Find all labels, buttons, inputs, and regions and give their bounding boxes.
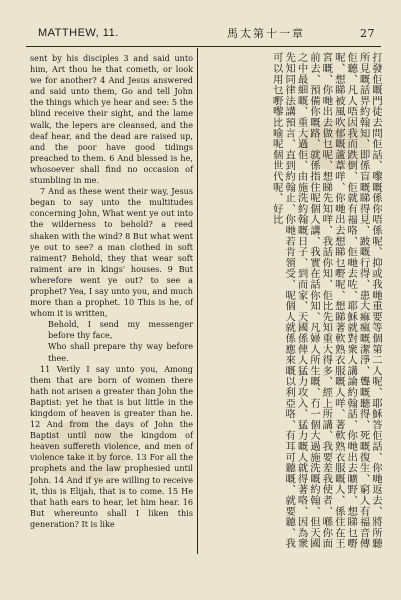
quotation-line: Behold, I send my messenger before thy face, xyxy=(48,319,193,341)
english-column xyxy=(30,53,193,530)
english-paragraph: 7 And as these went their way, Jesus began to say unto the multitudes concerning John, What went ye out into the wilderness to behold? a reed shaken with the wind? 8 But what went ye out to see? a man clothed in soft raiment? Behold, they that wear soft raiment are in kings' houses. 9 But wherefore went ye out? to see a prophet? Yea, I say unto you, and much more than a prophet. 10 This is he, of whom it is written, xyxy=(30,186,193,319)
header-rule xyxy=(26,46,381,47)
english-paragraph: sent by his disciples 3 and said unto him, Art thou he that cometh, or look we for another? 4 And Jesus answered and said unto them, Go and tell John the things which ye hear and see: 5 the blind receive their sight, and the lame walk, the lepers are cleansed, and the deaf hear, and the dead are raised up, and the poor have good tidings preached to them. 6 And blessed is he, whosoever shall find no occasion of stumbling in me. xyxy=(30,53,193,186)
page-header xyxy=(14,22,387,44)
running-head-english: MATTHEW, 11. xyxy=(38,27,119,39)
english-paragraph: 11 Verily I say unto you, Among them that are born of women there hath not arisen a greater than John the Baptist: yet he that is but little in the kingdom of heaven is greater than he. 12 And from the days of John the Baptist until now the kingdom of heaven suffereth violence, and men of violence take it by force. 13 For all the prophets and the law prophesied until John. 14 And if ye are willing to receive it, this is Elijah, that is to come. 15 He that hath ears to hear, let him hear. 16 But whereunto shall I liken this generation? It is like xyxy=(30,363,193,529)
chinese-column: 打發佢嘅門徒去問佢話、嚟嘅係你唔係呢、抑或我哋重要等個第二人呢、耶穌答佢話、你哋返去、將所聽所見嘅話畀約翰知、即係盲嘅睇得見、跛嘅行得、患大痲瘋嘅潔淨、聾嘅聽得、死嘅復生、窮人有福音傳佢聽、凡人唔因我而跌倒、佢就有福咯、佢哋去咗、耶穌就對衆人講論約翰話、你哋出去曠野、想睇乜嘢呢、想睇被風吹郁嘅蘆葦咩、你哋出去想睇乜嘢呢、想睇著軟熟衣服嘅人咩、著軟熟衣服嘅人、係住在王宮嘅、你哋出去做乜呢、想睇先知咩、我話你知、佢比先知重大得多、經上所講、我要差我使者、喺你面前去、預備你嘅路、就係指住呢個人講、我實在話你知、凡婦人所生嘅、冇一個大過施洗嘅約翰、但天國之中最細嘅、重大過佢、由施洗約翰嘅日子、到而家、天國係俾人猛力攻入、猛力嘅人就得著咯、因為衆先知同律法講預言、直到約翰止、你哋若肯領受、呢個人就係應來嘅以利亞咯、有耳可聽嘅、就要聽、我可以用乜嘢嚟比喻呢個世代呢、好比 xyxy=(270,52,382,549)
page-number: 27 xyxy=(360,27,375,40)
running-head-chinese: 馬太第十一章 xyxy=(227,27,305,40)
column-divider xyxy=(197,48,198,554)
quotation-line: Who shall prepare thy way before thee. xyxy=(48,341,193,363)
